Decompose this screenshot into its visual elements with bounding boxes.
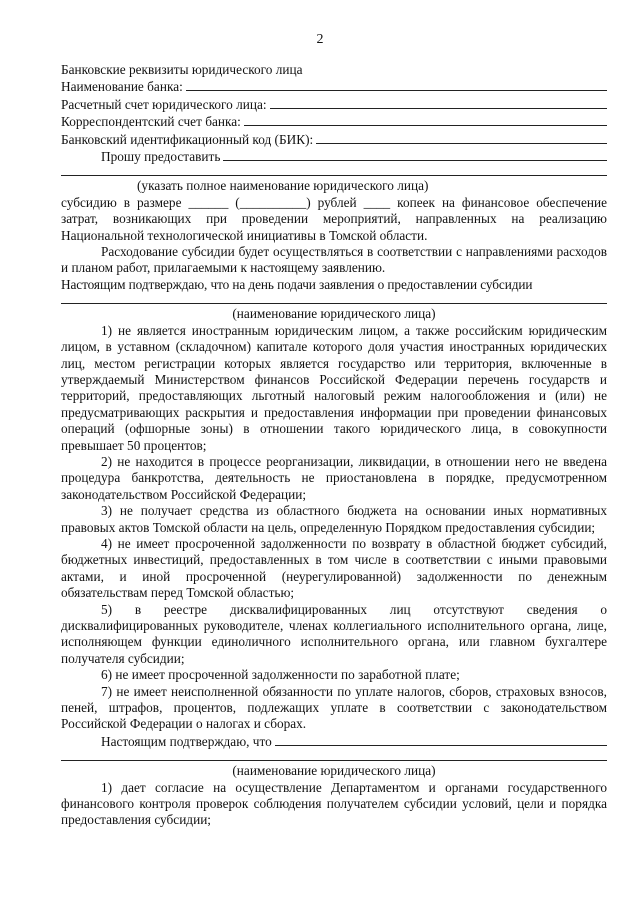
condition-item-2: 2) не находится в процессе реорганизации, ликвидации, в отношении него не введена процедура банкротства, деятельность не приостановлена в порядке, предусмотренном законодательством Российской Федерации; bbox=[61, 453, 607, 502]
account-row bbox=[61, 96, 607, 113]
bank-name-label: Наименование банка: bbox=[61, 79, 183, 95]
bank-details-heading: Банковские реквизиты юридического лица bbox=[61, 62, 303, 77]
confirm2-caption: (наименование юридического лица) bbox=[232, 763, 436, 779]
bank-name-row bbox=[61, 78, 607, 95]
corr-account-field[interactable] bbox=[244, 113, 607, 126]
company-name-field-3[interactable] bbox=[275, 733, 607, 746]
condition-item-7: 7) не имеет неисполненной обязанности по уплате налогов, сборов, страховых взносов, пеней, штрафов, процентов, подлежащих уплате в соответствии с законодательством Российской Федерации о налогах и сборах. bbox=[61, 683, 607, 732]
bik-label: Банковский идентификационный код (БИК): bbox=[61, 131, 314, 147]
request-row bbox=[61, 148, 607, 165]
application-form bbox=[61, 62, 607, 829]
corr-account-label: Корреспондентский счет банка: bbox=[61, 114, 241, 130]
bank-name-field[interactable] bbox=[186, 78, 607, 91]
company-name-field-2[interactable] bbox=[61, 293, 607, 304]
request-caption: (указать полное наименование юридического лица) bbox=[137, 178, 429, 194]
confirm1-caption: (наименование юридического лица) bbox=[232, 306, 436, 322]
consent-item-1: 1) дает согласие на осуществление Департаментом и органами государственного финансового контроля проверок соблюдения получателем субсидии условий, цели и порядка предоставления субсидии; bbox=[61, 779, 607, 828]
request-lead: Прошу предоставить bbox=[101, 149, 221, 165]
corr-account-row bbox=[61, 113, 607, 130]
condition-item-5: 5) в реестре дисквалифицированных лиц отсутствуют сведения о дисквалифицированных руководителе, членах коллегиального исполнительного органа, лице, исполняющем функции единоличного исполнительного органа, или главном бухгалтере получателя субсидии; bbox=[61, 601, 607, 666]
page-number: 2 bbox=[316, 32, 324, 47]
bik-row bbox=[61, 131, 607, 148]
confirm2-lead: Настоящим подтверждаю, что bbox=[101, 733, 272, 749]
condition-item-3: 3) не получает средства из областного бюджета на основании иных нормативных правовых актов Томской области на цель, определенную Порядком предоставления субсидии; bbox=[61, 503, 607, 535]
account-field[interactable] bbox=[270, 96, 607, 109]
condition-item-4: 4) не имеет просроченной задолженности по возврату в областной бюджет субсидий, бюджетных инвестиций, предоставленных в том числе в соответствии с иными правовыми актами, и иной просроченной (неурегулированной) задолженности по денежным обязательствам перед Томской областью; bbox=[61, 535, 607, 601]
confirm1-lead: Настоящим подтверждаю, что на день подачи заявления о предоставлении субсидии bbox=[61, 276, 533, 292]
bik-field[interactable] bbox=[316, 131, 607, 144]
company-name-field-1-continued[interactable] bbox=[61, 165, 607, 176]
company-name-field-1[interactable] bbox=[223, 148, 607, 161]
company-name-field-3-continued[interactable] bbox=[61, 750, 607, 761]
condition-item-1: 1) не является иностранным юридическим лицом, а также российским юридическим лицом, в уставном (складочном) капитале которого доля участия иностранных юридических лиц, местом регистрации которых является государство или территория, включенные в утверждаемый Министерством финансов Российской Федерации перечень государств и территорий, предоставляющих льготный налоговый режим налогообложения и (или) не предусматривающих раскрытия и предоставления информации при проведении финансовых операций (офшорные зоны) в отношении такого юридического лица, в совокупности превышает 50 процентов; bbox=[61, 322, 607, 453]
confirm2-row bbox=[61, 733, 607, 750]
account-label: Расчетный счет юридического лица: bbox=[61, 96, 267, 112]
spending-paragraph: Расходование субсидии будет осуществляться в соответствии с направлениями расходов и планом работ, прилагаемыми к настоящему заявлению. bbox=[61, 244, 607, 276]
condition-item-6: 6) не имеет просроченной задолженности по заработной плате; bbox=[101, 667, 460, 683]
subsidy-paragraph: субсидию в размере ______ (__________) рублей ____ копеек на финансовое обеспечение затрат, возникающих при проведении мероприятий, направленных на реализацию Национальной технологической инициативы в Томской области. bbox=[61, 194, 607, 243]
